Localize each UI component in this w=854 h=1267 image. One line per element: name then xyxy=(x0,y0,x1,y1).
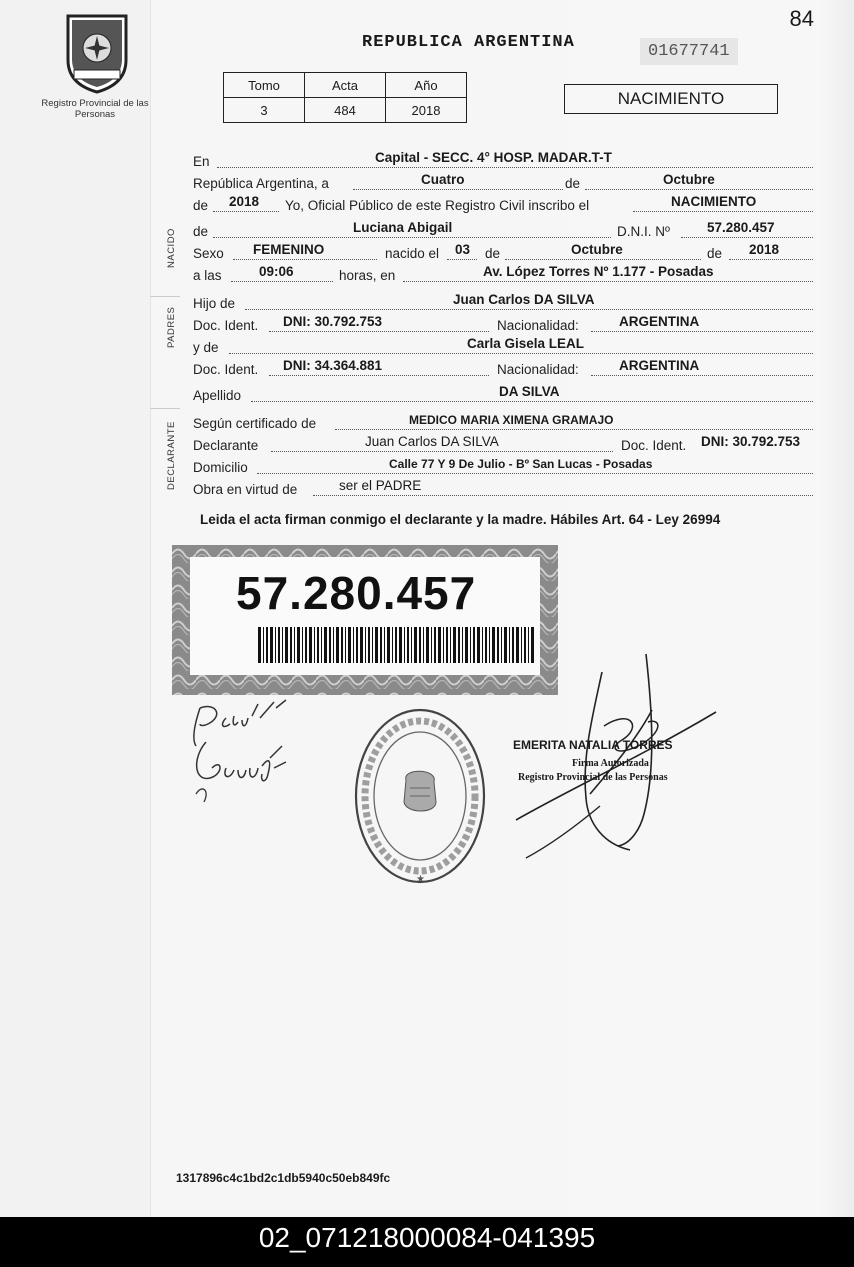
de-label: de xyxy=(485,246,501,261)
birth-year: 2018 xyxy=(749,242,780,257)
page-number: 84 xyxy=(789,6,814,31)
line-year-inscribe xyxy=(193,196,813,216)
obra-label: Obra en virtud de xyxy=(193,482,298,497)
nacionalidad-label: Nacionalidad: xyxy=(497,362,579,377)
decl-doc-label: Doc. Ident. xyxy=(621,438,687,453)
side-divider xyxy=(150,296,180,297)
line-hijo-de xyxy=(193,294,813,314)
barcode xyxy=(258,627,536,663)
provincial-seal-logo xyxy=(62,10,132,94)
tomo-value: 3 xyxy=(224,98,305,123)
doc-label: Doc. Ident. xyxy=(193,318,259,333)
doc-label: Doc. Ident. xyxy=(193,362,259,377)
republica-label: República Argentina, a xyxy=(193,176,329,191)
acta-header: Acta xyxy=(305,73,386,98)
registro-provincial-label: Registro Provincial de las Personas xyxy=(41,98,149,120)
month-value: Octubre xyxy=(663,172,715,187)
line-sexo xyxy=(193,244,813,264)
decl-doc-value: DNI: 30.792.753 xyxy=(701,434,801,449)
declarante-value: Juan Carlos DA SILVA xyxy=(365,434,499,449)
apellido-value: DA SILVA xyxy=(499,384,560,399)
ano-value: 2018 xyxy=(386,98,467,123)
mother-doc: DNI: 34.364.881 xyxy=(283,358,383,373)
ano-header: Año xyxy=(386,73,467,98)
authorized-signature-strokes xyxy=(512,648,726,864)
line-name-dni xyxy=(193,222,813,242)
line-obra xyxy=(193,480,813,500)
y-de-label: y de xyxy=(193,340,219,355)
place-value: Av. López Torres Nº 1.177 - Posadas xyxy=(483,264,714,279)
line-apellido xyxy=(193,386,813,406)
line-republica xyxy=(193,174,813,194)
birth-day: 03 xyxy=(455,242,471,257)
dni-label: D.N.I. Nº xyxy=(617,224,670,239)
serial-number: 01677741 xyxy=(640,38,738,65)
hour-value: 09:06 xyxy=(259,264,294,279)
sexo-value: FEMENINO xyxy=(253,242,325,257)
line-y-de xyxy=(193,338,813,358)
father-doc: DNI: 30.792.753 xyxy=(283,314,383,329)
record-type-box: NACIMIENTO xyxy=(564,84,778,114)
sexo-label: Sexo xyxy=(193,246,224,261)
yo-text: Yo, Oficial Público de este Registro Civil inscribo el xyxy=(285,198,590,213)
certificado-label: Según certificado de xyxy=(193,416,317,431)
dni-value: 57.280.457 xyxy=(707,220,775,235)
domicilio-label: Domicilio xyxy=(193,460,248,475)
certificado-value: MEDICO MARIA XIMENA GRAMAJO xyxy=(409,413,614,427)
document-hash: 1317896c4c1bd2c1db5940c50eb849fc xyxy=(176,1171,391,1185)
birth-month: Octubre xyxy=(571,242,623,257)
en-label: En xyxy=(193,154,210,169)
de-label: de xyxy=(193,198,209,213)
de-label: de xyxy=(193,224,209,239)
father-name: Juan Carlos DA SILVA xyxy=(453,292,595,307)
mother-name: Carla Gisela LEAL xyxy=(467,336,585,351)
day-value: Cuatro xyxy=(421,172,465,187)
footer-id-bar: 02_071218000084-041395 xyxy=(0,1217,854,1267)
year-value: 2018 xyxy=(229,194,260,209)
side-label-nacido: NACIDO xyxy=(166,228,177,268)
official-round-seal xyxy=(350,704,490,888)
acta-value: 484 xyxy=(305,98,386,123)
a-las-label: a las xyxy=(193,268,222,283)
nacionalidad-label: Nacionalidad: xyxy=(497,318,579,333)
declarante-label: Declarante xyxy=(193,438,259,453)
horas-label: horas, en xyxy=(339,268,396,283)
signatory-title: Firma Autorizada xyxy=(572,758,649,769)
nacido-label: nacido el xyxy=(385,246,440,261)
closing-text: Leida el acta firman conmigo el declarante y la madre. Hábiles Art. 64 - Ley 26994 xyxy=(200,512,721,527)
domicilio-value: Calle 77 Y 9 De Julio - Bº San Lucas - Posadas xyxy=(389,457,653,471)
handwritten-signature-left xyxy=(186,698,306,816)
side-divider xyxy=(150,408,180,409)
dni-sticker-number: 57.280.457 xyxy=(236,567,477,619)
father-nat: ARGENTINA xyxy=(619,314,700,329)
name-value: Luciana Abigail xyxy=(353,220,453,235)
line-en xyxy=(193,152,813,172)
line-domicilio xyxy=(193,458,813,478)
line-father-doc xyxy=(193,316,813,336)
tomo-header: Tomo xyxy=(224,73,305,98)
side-label-declarante: DECLARANTE xyxy=(166,421,177,490)
obra-value: ser el PADRE xyxy=(339,478,422,493)
svg-text:★: ★ xyxy=(416,874,425,885)
left-margin xyxy=(0,0,151,1217)
line-declarante xyxy=(193,436,813,456)
de-label: de xyxy=(565,176,581,191)
apellido-label: Apellido xyxy=(193,388,242,403)
side-label-padres: PADRES xyxy=(166,306,177,348)
signatory-name: EMERITA NATALIA TORRES xyxy=(513,738,673,752)
en-value: Capital - SECC. 4° HOSP. MADAR.T-T xyxy=(375,150,612,165)
hijo-label: Hijo de xyxy=(193,296,236,311)
tomo-acta-table xyxy=(223,72,467,123)
de-label: de xyxy=(707,246,723,261)
signatory-office: Registro Provincial de las Personas xyxy=(518,772,668,783)
republic-title: REPUBLICA ARGENTINA xyxy=(362,33,575,52)
mother-nat: ARGENTINA xyxy=(619,358,700,373)
line-mother-doc xyxy=(193,360,813,380)
line-certificado xyxy=(193,414,813,434)
inscribe-value: NACIMIENTO xyxy=(671,194,757,209)
line-hora-lugar xyxy=(193,266,813,286)
